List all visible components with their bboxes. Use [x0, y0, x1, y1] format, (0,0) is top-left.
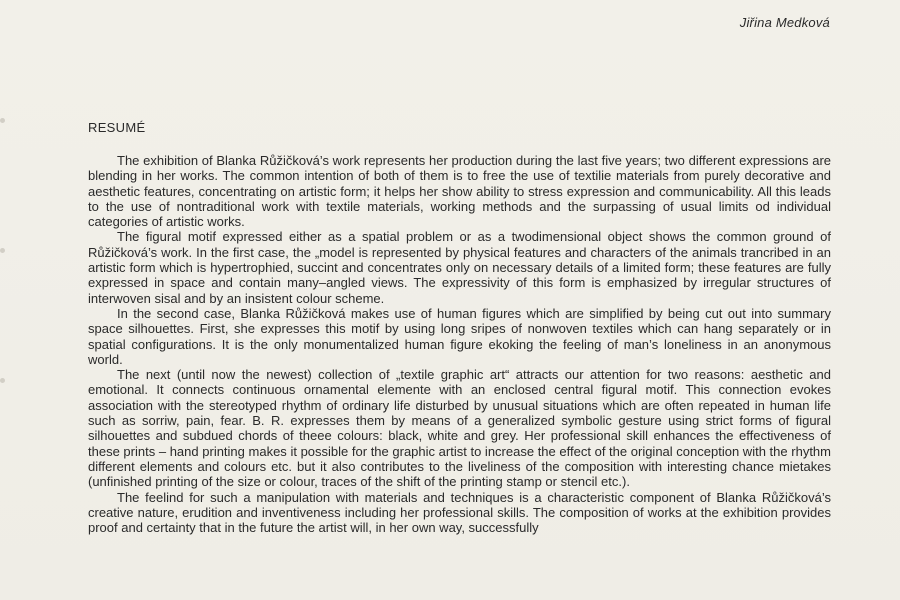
paragraph: The figural motif expressed either as a spatial problem or as a twodimensional object shows the common ground of Růžičková’s work. In the first case, the „model is represented by physical features and characters of the animals trancribed in an artistic form which is hypertrophied, succint and concentrates only on necessary details of a limited form; these features are fully expressed in space and contain many–angled views. The expressivity of this form is emphasized by irregular structures of interwoven sisal and by an insistent colour scheme. [88, 229, 831, 306]
binding-hole [0, 118, 5, 123]
paragraph: The exhibition of Blanka Růžičková’s work represents her production during the last five years; two different expressions are blending in her works. The common intention of both of them is to free the use of textilie materials from purely decorative and aesthetic features, concentrating on artistic form; it helps her show ability to stress expression and communicability. All this leads to the use of nontraditional work with textile materials, working methods and the surpassing of usual limits od individual categories of artistic works. [88, 153, 831, 230]
binding-hole [0, 378, 5, 383]
paragraph: In the second case, Blanka Růžičková makes use of human figures which are simplified by being cut out into summary space silhouettes. First, she expresses this motif by using long sripes of nonwoven textiles which can hang separately or in spatial configurations. It is the only monumentalized human figure ekoking the feeling of man’s loneliness in an anonymous world. [88, 305, 831, 367]
author-name: Jiřina Medková [739, 15, 830, 30]
paragraph: The next (until now the newest) collection of „textile graphic art“ attracts our attention for two reasons: aesthetic and emotional. It connects continuous ornamental elemente with an enclosed central figural motif. This connection evokes association with the stereotyped rhythm of ordinary life disturbed by unusual situations which are often repeated in human life such as sorriw, pain, fear. B. R. expresses them by means of a generalized symbolic gesture using strict forms of figural silhouettes and subdued chords of theee colours: black, white and grey. Her professional skill enhances the effectiveness of these prints – hand printing makes it possible for the graphic artist to increase the effect of the original conception with the rhythm different elements and colours etc. but it also contributes to the liveliness of the composition with interesting chance mietakes (unfinished printing of the size or colour, traces of the shift of the printing stamp or stencil etc.). [88, 367, 831, 490]
paragraph: The feelind for such a manipulation with materials and techniques is a characteristic component of Blanka Růžičková’s creative nature, erudition and inventiveness including her professional skills. The composition of works at the exhibition provides proof and certainty that in the future the artist will, in her own way, successfully [88, 489, 831, 536]
binding-hole [0, 248, 5, 253]
section-heading: RESUMÉ [88, 120, 146, 135]
resume-body [88, 153, 831, 535]
